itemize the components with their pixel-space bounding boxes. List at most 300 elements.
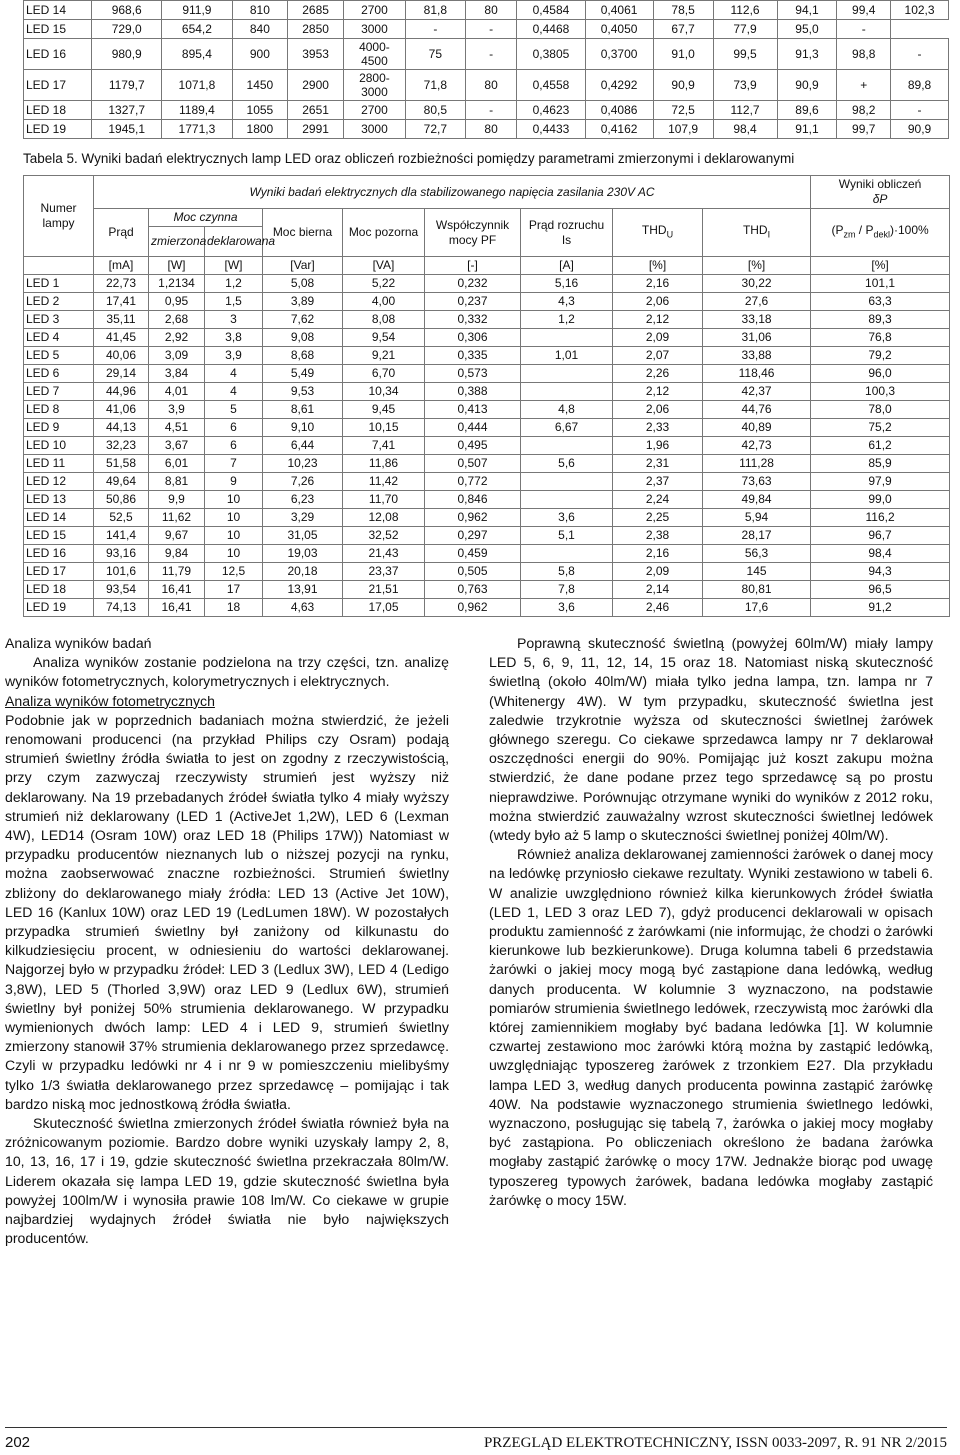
table-cell: 1179,7 <box>92 70 162 101</box>
table-cell: 3,9 <box>149 401 205 419</box>
table-cell: 0,962 <box>425 509 521 527</box>
table-cell: 97,9 <box>811 473 950 491</box>
table-cell: 90,9 <box>891 120 949 139</box>
table-cell: 29,14 <box>94 365 149 383</box>
table-cell: 0,962 <box>425 599 521 617</box>
table-cell: 2700 <box>343 101 405 120</box>
table-row <box>24 509 950 527</box>
table-cell: 31,05 <box>263 527 343 545</box>
previous-table <box>23 0 949 139</box>
table-cell: 8,81 <box>149 473 205 491</box>
table-cell: 112,6 <box>713 1 777 20</box>
table-cell: 4,8 <box>521 401 613 419</box>
table-cell: 79,2 <box>811 347 950 365</box>
table-cell: 89,6 <box>777 101 837 120</box>
table-cell: 33,18 <box>703 311 811 329</box>
table-cell: 101,1 <box>811 275 950 293</box>
table-cell: 2,12 <box>613 383 703 401</box>
article-right-column <box>489 634 933 1210</box>
table-cell: 11,42 <box>343 473 425 491</box>
table-cell: 4,01 <box>149 383 205 401</box>
table-row <box>24 39 949 70</box>
table-cell: 900 <box>232 39 288 70</box>
table-cell: 8,68 <box>263 347 343 365</box>
table-cell: 895,4 <box>162 39 232 70</box>
unit-cell: [%] <box>811 257 950 275</box>
table-cell: 6,70 <box>343 365 425 383</box>
table-cell: 80 <box>465 120 517 139</box>
table-cell: 2651 <box>288 101 344 120</box>
table-row <box>24 545 950 563</box>
table-cell: 1,2 <box>521 311 613 329</box>
table-cell: 5,8 <box>521 563 613 581</box>
table-cell: 41,06 <box>94 401 149 419</box>
table-cell: 100,3 <box>811 383 950 401</box>
row-label: LED 3 <box>24 311 94 329</box>
table-cell: 5,6 <box>521 455 613 473</box>
table-cell: 2900 <box>288 70 344 101</box>
table-cell: 911,9 <box>162 1 232 20</box>
table-cell: 90,9 <box>777 70 837 101</box>
table-cell: 4,3 <box>521 293 613 311</box>
table-cell: 1450 <box>232 70 288 101</box>
row-label: LED 5 <box>24 347 94 365</box>
table-row <box>24 455 950 473</box>
table-cell: - <box>837 20 891 39</box>
table-cell: 9,67 <box>149 527 205 545</box>
table-cell: 42,37 <box>703 383 811 401</box>
table-cell: 32,23 <box>94 437 149 455</box>
table-cell: 4 <box>205 383 263 401</box>
table-cell: 1,96 <box>613 437 703 455</box>
table-cell: 10 <box>205 509 263 527</box>
section-heading: Analiza wyników badań <box>5 635 152 651</box>
table-cell: 7,26 <box>263 473 343 491</box>
table-cell: 2,12 <box>613 311 703 329</box>
table-cell: 6 <box>205 437 263 455</box>
table-row <box>24 293 950 311</box>
table-row <box>24 275 950 293</box>
table-cell: 42,73 <box>703 437 811 455</box>
table-cell: + <box>837 70 891 101</box>
table-cell: 78,5 <box>653 1 713 20</box>
table-cell: 2,14 <box>613 581 703 599</box>
table-cell: 78,0 <box>811 401 950 419</box>
table-row <box>24 70 949 101</box>
table-cell: 840 <box>232 20 288 39</box>
header-moc-czynna: Moc czynna <box>149 209 263 227</box>
table-cell: 0,95 <box>149 293 205 311</box>
table-cell: 2,38 <box>613 527 703 545</box>
table-cell: 3,67 <box>149 437 205 455</box>
table-cell: 12,5 <box>205 563 263 581</box>
table-row <box>24 401 950 419</box>
table-cell: 74,13 <box>94 599 149 617</box>
table-cell: 1,2 <box>205 275 263 293</box>
table-row <box>24 1 949 20</box>
table-cell: 12,08 <box>343 509 425 527</box>
table-cell: 81,8 <box>405 1 465 20</box>
table-cell: 4,00 <box>343 293 425 311</box>
table-cell: 6,23 <box>263 491 343 509</box>
table-cell: 10,34 <box>343 383 425 401</box>
table-cell: 3,29 <box>263 509 343 527</box>
table-cell: 1055 <box>232 101 288 120</box>
table-cell: 44,96 <box>94 383 149 401</box>
table-cell: 2,06 <box>613 401 703 419</box>
table-cell: 2,26 <box>613 365 703 383</box>
table-cell: 80,5 <box>405 101 465 120</box>
table-cell: 0,237 <box>425 293 521 311</box>
table-cell: 141,4 <box>94 527 149 545</box>
table-cell: 0,505 <box>425 563 521 581</box>
table-cell: 2,46 <box>613 599 703 617</box>
table-cell <box>521 437 613 455</box>
units-row <box>24 257 950 275</box>
table-row <box>24 581 950 599</box>
table-cell: 654,2 <box>162 20 232 39</box>
table-cell: 3,9 <box>205 347 263 365</box>
table-cell: 9,21 <box>343 347 425 365</box>
table-cell: 1071,8 <box>162 70 232 101</box>
row-label: LED 17 <box>24 563 94 581</box>
table-cell: 1,01 <box>521 347 613 365</box>
table-cell: 2,31 <box>613 455 703 473</box>
table-cell: 3,6 <box>521 599 613 617</box>
table-cell: 5,16 <box>521 275 613 293</box>
table-cell: 94,3 <box>811 563 950 581</box>
table-row <box>24 120 949 139</box>
table-cell: 5,49 <box>263 365 343 383</box>
table-cell: 9,9 <box>149 491 205 509</box>
row-label: LED 14 <box>24 509 94 527</box>
row-label: LED 15 <box>24 527 94 545</box>
table-cell: 3 <box>205 311 263 329</box>
table-cell: 41,45 <box>94 329 149 347</box>
table-row <box>24 347 950 365</box>
delta-p-symbol: δP <box>872 192 888 206</box>
table-cell: 27,6 <box>703 293 811 311</box>
table-cell: 10 <box>205 527 263 545</box>
table-row <box>24 437 950 455</box>
table-cell: - <box>465 39 517 70</box>
table-cell: 17,41 <box>94 293 149 311</box>
table-cell <box>521 365 613 383</box>
table-cell: 73,63 <box>703 473 811 491</box>
table-cell: 2,25 <box>613 509 703 527</box>
table-cell: 0,4162 <box>585 120 653 139</box>
table-cell: 5 <box>205 401 263 419</box>
table-cell: 5,1 <box>521 527 613 545</box>
table-5 <box>23 175 950 617</box>
table-row <box>24 599 950 617</box>
table-cell: 99,4 <box>837 1 891 20</box>
table-cell: 0,413 <box>425 401 521 419</box>
row-label: LED 17 <box>24 70 92 101</box>
table-cell: 2,09 <box>613 329 703 347</box>
table-cell: 112,7 <box>713 101 777 120</box>
table-cell: 11,62 <box>149 509 205 527</box>
table-cell: 7,8 <box>521 581 613 599</box>
table-cell: 63,3 <box>811 293 950 311</box>
table-cell: 31,06 <box>703 329 811 347</box>
table-cell: 6 <box>205 419 263 437</box>
table-cell: 9,08 <box>263 329 343 347</box>
table-cell: 2,06 <box>613 293 703 311</box>
header-formula: $(P_{zm} / P_{dekl})\cdot 100\%$ <box>811 209 950 257</box>
table-cell: 980,9 <box>92 39 162 70</box>
table-cell: 0,4086 <box>585 101 653 120</box>
table-cell: 35,11 <box>94 311 149 329</box>
table-cell: 3000 <box>343 20 405 39</box>
table-cell: 2,68 <box>149 311 205 329</box>
header-deklarowana: deklarowana <box>205 227 263 257</box>
row-label: LED 13 <box>24 491 94 509</box>
table-cell: 94,1 <box>777 1 837 20</box>
table-cell: 5,22 <box>343 275 425 293</box>
table-cell: 0,763 <box>425 581 521 599</box>
table-cell: 21,43 <box>343 545 425 563</box>
table-cell: 98,2 <box>837 101 891 120</box>
table-cell: 9,10 <box>263 419 343 437</box>
table-cell: 89,8 <box>891 70 949 101</box>
table-cell: 2,07 <box>613 347 703 365</box>
unit-cell: [W] <box>205 257 263 275</box>
table-cell: 44,13 <box>94 419 149 437</box>
table-cell: 101,6 <box>94 563 149 581</box>
header-zmierzona: zmierzona <box>149 227 205 257</box>
table-cell: 49,64 <box>94 473 149 491</box>
table-cell: 3953 <box>288 39 344 70</box>
table-cell <box>521 329 613 347</box>
table-cell: 71,8 <box>405 70 465 101</box>
unit-cell: [W] <box>149 257 205 275</box>
header-thdu: $THD_U$ <box>613 209 703 257</box>
table-cell: 3,8 <box>205 329 263 347</box>
unit-cell: [%] <box>613 257 703 275</box>
table-cell: 32,52 <box>343 527 425 545</box>
table-cell: 2850 <box>288 20 344 39</box>
unit-cell: [VA] <box>343 257 425 275</box>
table-cell: 1800 <box>232 120 288 139</box>
header-calc-title: Wyniki obliczeń δP <box>811 176 950 209</box>
table-cell: 0,507 <box>425 455 521 473</box>
table-cell: 56,3 <box>703 545 811 563</box>
table-cell: 10 <box>205 545 263 563</box>
table-cell: 0,388 <box>425 383 521 401</box>
table-cell: 10,23 <box>263 455 343 473</box>
unit-cell: [%] <box>703 257 811 275</box>
paragraph: Poprawną skuteczność świetlną (powyżej 60lm/W) miały lampy LED 5, 6, 9, 11, 12, 14, 15 oraz 18. Natomiast niską skuteczność świetlną (około 40lm/W) miała tylko jedna lampa, tzn. lampa nr 7 (Whitenergy 4W). W tym przypadku, skuteczność świetlna jest zaledwie trzykrotnie wyższa od skuteczności świetlnej żarówek głównego szeregu. Co ciekawe sprzedawca lampy nr 7 deklarował oszczędności energii do 90%. Pomijając już koszt zakupu można stwierdzić, że dane podane przez tego sprzedawcę są po prostu nieprawdziwe. Porównując otrzymane wyniki do wyników z 2012 roku, można stwierdzić zauważalny wzrost skuteczności świetlnej ledówek (wtedy było aż 5 lamp o skuteczności świetlnej poniżej 40lm/W). <box>489 635 933 844</box>
table-cell: 98,4 <box>811 545 950 563</box>
table-cell: - <box>891 101 949 120</box>
row-label: LED 15 <box>24 20 92 39</box>
table-cell: 0,3805 <box>517 39 585 70</box>
table-cell: 44,76 <box>703 401 811 419</box>
table-cell: 0,846 <box>425 491 521 509</box>
table-cell: 2,92 <box>149 329 205 347</box>
table-cell: 0,4468 <box>517 20 585 39</box>
table-cell: 0,772 <box>425 473 521 491</box>
table-cell: 52,5 <box>94 509 149 527</box>
table-cell: 7,41 <box>343 437 425 455</box>
unit-cell: [A] <box>521 257 613 275</box>
table-cell <box>521 491 613 509</box>
table-cell: 49,84 <box>703 491 811 509</box>
row-label: LED 6 <box>24 365 94 383</box>
table-cell: 0,306 <box>425 329 521 347</box>
table-cell: 99,7 <box>837 120 891 139</box>
table-cell: 73,9 <box>713 70 777 101</box>
table-cell: 18 <box>205 599 263 617</box>
table-cell: 6,01 <box>149 455 205 473</box>
table-cell: 61,2 <box>811 437 950 455</box>
table-row <box>24 365 950 383</box>
table-cell: 30,22 <box>703 275 811 293</box>
table-cell: 7 <box>205 455 263 473</box>
table-cell: 2700 <box>343 1 405 20</box>
row-label: LED 16 <box>24 39 92 70</box>
table-cell: 2800- 3000 <box>343 70 405 101</box>
table-cell: 85,9 <box>811 455 950 473</box>
table-cell: 40,06 <box>94 347 149 365</box>
row-label: LED 7 <box>24 383 94 401</box>
header-prad-rozruchu: Prąd rozruchu Is <box>521 209 613 257</box>
table-cell: 1945,1 <box>92 120 162 139</box>
table-cell: 28,17 <box>703 527 811 545</box>
table-cell: 4,51 <box>149 419 205 437</box>
table-cell <box>521 545 613 563</box>
table-cell: 91,0 <box>653 39 713 70</box>
table-cell: 89,3 <box>811 311 950 329</box>
table-cell: 3,89 <box>263 293 343 311</box>
row-label: LED 2 <box>24 293 94 311</box>
table-cell: 0,573 <box>425 365 521 383</box>
table-cell: 10 <box>205 491 263 509</box>
table-cell: 75,2 <box>811 419 950 437</box>
row-label: LED 14 <box>24 1 92 20</box>
table-row <box>24 527 950 545</box>
table-cell: 23,37 <box>343 563 425 581</box>
table-cell: 729,0 <box>92 20 162 39</box>
table-cell: 1327,7 <box>92 101 162 120</box>
table-cell: 96,7 <box>811 527 950 545</box>
table-cell: 2,09 <box>613 563 703 581</box>
table-cell: 80,81 <box>703 581 811 599</box>
table-cell: - <box>891 39 949 70</box>
table-cell: - <box>465 20 517 39</box>
header-thdi: $THD_I$ <box>703 209 811 257</box>
table-cell: 111,28 <box>703 455 811 473</box>
table-cell: 0,4050 <box>585 20 653 39</box>
table-cell: 51,58 <box>94 455 149 473</box>
unit-cell: [-] <box>425 257 521 275</box>
table-cell: 3,6 <box>521 509 613 527</box>
row-label: LED 12 <box>24 473 94 491</box>
table-cell: 0,4623 <box>517 101 585 120</box>
table-cell: 33,88 <box>703 347 811 365</box>
table-cell: 1,5 <box>205 293 263 311</box>
table-cell: 91,3 <box>777 39 837 70</box>
table-cell: 67,7 <box>653 20 713 39</box>
table-cell: 22,73 <box>94 275 149 293</box>
table-cell: 968,6 <box>92 1 162 20</box>
table-cell: 1,2134 <box>149 275 205 293</box>
table-cell: 0,459 <box>425 545 521 563</box>
table-row <box>24 20 949 39</box>
table-cell: 4000- 4500 <box>343 39 405 70</box>
table-cell: 80 <box>465 70 517 101</box>
table-cell: 0,495 <box>425 437 521 455</box>
table-cell: 20,18 <box>263 563 343 581</box>
table-cell: 6,67 <box>521 419 613 437</box>
table-row <box>24 563 950 581</box>
table-row <box>24 311 950 329</box>
header-moc-bierna: Moc bierna <box>263 209 343 257</box>
table-row <box>24 473 950 491</box>
table-cell: 9,45 <box>343 401 425 419</box>
table-cell: 50,86 <box>94 491 149 509</box>
paragraph: Podobnie jak w poprzednich badaniach można stwierdzić, że jeżeli renomowani producenci (na przykład Philips czy Osram) podają strumień świetlny źródła światła to jest on zgodny z rzeczywistością, przy czym zazwyczaj rzeczywisty strumień jest wyższy niż deklarowany. Na 19 przebadanych źródeł światła tylko 4 miały wyższy strumień niż deklarowany (LED 1 (ActiveJet 1,2W), LED 6 (Lexman 4W), LED14 (Osram 10W) oraz LED 18 (Philips 17W)) Natomiast w przypadku producentów nieznanych lub o niższej pozycji na rynku, można zaobserwować znaczne rozbieżności. Strumień świetlny zbliżony do deklarowanego miały źródła: LED 13 (Active Jet 10W), LED 16 (Kanlux 10W) oraz LED 19 (LedLumen 18W). W pozostałych przypadka strumień świetlny był zaniżony od kilkunastu do kilkudziesięciu procent, w odniesieniu do wartości deklarowanej. Najgorzej było w przypadku źródeł: LED 3 (Ledlux 3W), LED 4 (Ledigo 3,8W), LED 5 (Thorled 3,9W) oraz LED 9 (Ledlux 6W), strumień świetlny był poniżej 50% strumienia deklarowanego. W przypadku wymienionych dwóch lamp: LED 4 i LED 9, strumień świetlny zmierzony stanowił 37% strumienia deklarowanego przez sprzedawcę. Czyli w przypadku ledówki nr 4 i nr 9 w pomieszczeniu mielibyśmy tylko 1/3 światła deklarowanego przez sprzedawcę – pomijając i tak bardzo niską moc jednostkową źródła światła. <box>5 711 449 1112</box>
table-cell: 17,6 <box>703 599 811 617</box>
table-cell: 4,63 <box>263 599 343 617</box>
table-cell: 96,0 <box>811 365 950 383</box>
table-cell: 90,9 <box>653 70 713 101</box>
row-label: LED 19 <box>24 599 94 617</box>
journal-title: PRZEGLĄD ELEKTROTECHNICZNY, ISSN 0033-2097, R. 91 NR 2/2015 <box>483 1435 947 1451</box>
table-cell: 13,91 <box>263 581 343 599</box>
table-cell: 2991 <box>288 120 344 139</box>
paragraph: Analiza wyników zostanie podzielona na trzy części, tzn. analizę wyników fotometrycznych, kolorymetrycznych i elektrycznych. <box>5 654 449 690</box>
table-cell: 1189,4 <box>162 101 232 120</box>
table-caption: Tabela 5. Wyniki badań elektrycznych lamp LED oraz obliczeń rozbieżności pomiędzy parametrami zmierzonymi i deklarowanymi <box>23 151 795 166</box>
table-row <box>24 419 950 437</box>
table-cell: 72,7 <box>405 120 465 139</box>
table-cell: 91,1 <box>777 120 837 139</box>
table-cell: 5,94 <box>703 509 811 527</box>
row-label: LED 10 <box>24 437 94 455</box>
table-cell: 9,53 <box>263 383 343 401</box>
table-cell: 16,41 <box>149 599 205 617</box>
table-cell: 17,05 <box>343 599 425 617</box>
unit-cell: [Var] <box>263 257 343 275</box>
article-left-column <box>5 634 449 1249</box>
table-cell: 98,4 <box>713 120 777 139</box>
table-cell: 93,54 <box>94 581 149 599</box>
table-cell: 99,0 <box>811 491 950 509</box>
table-cell: 9,54 <box>343 329 425 347</box>
header-wspolczynnik: Współczynnik mocy PF <box>425 209 521 257</box>
table-cell: 810 <box>232 1 288 20</box>
table-cell: 0,232 <box>425 275 521 293</box>
table-cell: 0,4292 <box>585 70 653 101</box>
subsection-heading: Analiza wyników fotometrycznych <box>5 692 215 709</box>
table-cell: 0,4061 <box>585 1 653 20</box>
table-cell: 16,41 <box>149 581 205 599</box>
table-cell: 3000 <box>343 120 405 139</box>
row-label: LED 1 <box>24 275 94 293</box>
table-cell: 7,62 <box>263 311 343 329</box>
table-cell: 99,5 <box>713 39 777 70</box>
table-cell: 2,16 <box>613 545 703 563</box>
table-cell: 77,9 <box>713 20 777 39</box>
table-cell: 80 <box>465 1 517 20</box>
page-footer <box>5 1433 947 1453</box>
table-cell: 91,2 <box>811 599 950 617</box>
table-cell: 4 <box>205 365 263 383</box>
row-label: LED 18 <box>24 581 94 599</box>
row-label: LED 18 <box>24 101 92 120</box>
